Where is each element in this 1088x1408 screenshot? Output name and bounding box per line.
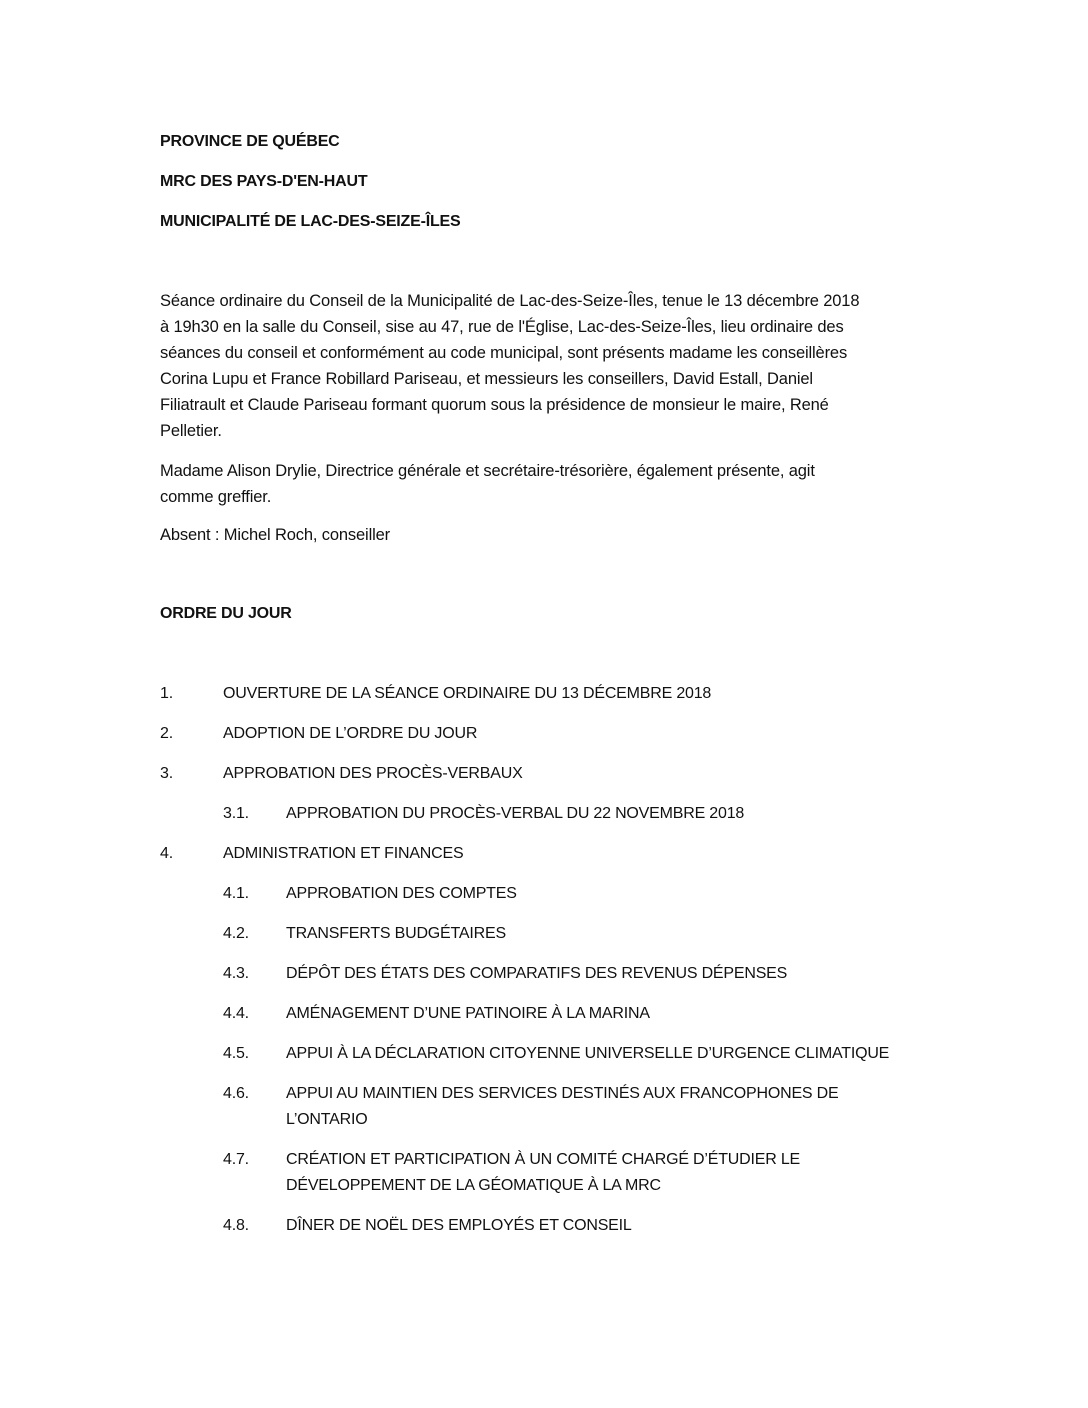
agenda-item-text	[286, 801, 744, 827]
agenda-item-line: APPUI AU MAINTIEN DES SERVICES DESTINÉS AUX FRANCOPHONES DE	[286, 1085, 839, 1102]
agenda-item-line: DÉVELOPPEMENT DE LA GÉOMATIQUE À LA MRC	[286, 1177, 661, 1194]
intro-line: Filiatrault et Claude Pariseau formant quorum sous la présidence de monsieur le maire, René	[160, 396, 829, 414]
agenda-item-number: 2.	[160, 725, 173, 742]
agenda-item-text	[286, 1213, 632, 1239]
agenda-item-line: APPUI À LA DÉCLARATION CITOYENNE UNIVERSELLE D’URGENCE CLIMATIQUE	[286, 1045, 890, 1062]
agenda-item-text	[286, 1081, 838, 1133]
agenda-item-text	[223, 761, 523, 787]
agenda-item-text	[286, 921, 506, 947]
agenda-item-line: APPROBATION DES COMPTES	[286, 885, 517, 902]
intro-line: Pelletier.	[160, 422, 222, 440]
agenda-item-text	[286, 961, 787, 987]
agenda-item-number: 3.1.	[223, 805, 249, 822]
intro-line: séances du conseil et conformément au code municipal, sont présents madame les conseillères	[160, 344, 848, 362]
agenda-item-line: DÉPÔT DES ÉTATS DES COMPARATIFS DES REVENUS DÉPENSES	[286, 965, 788, 982]
agenda-item-text	[286, 881, 517, 907]
agenda-item-line: CRÉATION ET PARTICIPATION À UN COMITÉ CHARGÉ D’ÉTUDIER LE	[286, 1151, 800, 1168]
agenda-item-line: TRANSFERTS BUDGÉTAIRES	[286, 925, 506, 942]
agenda-item-number: 4.	[160, 845, 173, 862]
intro-line: Séance ordinaire du Conseil de la Municipalité de Lac-des-Seize-Îles, tenue le 13 décembre 2018	[160, 292, 860, 310]
header-province: PROVINCE DE QUÉBEC	[160, 133, 340, 150]
absent-line: Absent : Michel Roch, conseiller	[160, 526, 390, 544]
agenda-item-text	[286, 1041, 889, 1067]
agenda-item-text	[223, 721, 477, 747]
agenda-item-text	[223, 681, 711, 707]
intro-line: à 19h30 en la salle du Conseil, sise au 47, rue de l'Église, Lac-des-Seize-Îles, lieu ordinaire des	[160, 318, 844, 336]
agenda-item-line: DÎNER DE NOËL DES EMPLOYÉS ET CONSEIL	[286, 1217, 632, 1234]
agenda-item-number: 4.5.	[223, 1045, 249, 1062]
agenda-item-line: OUVERTURE DE LA SÉANCE ORDINAIRE DU 13 DÉCEMBRE 2018	[223, 685, 712, 702]
header-mrc: MRC DES PAYS-D'EN-HAUT	[160, 173, 368, 190]
agenda-item-number: 1.	[160, 685, 173, 702]
agenda-item-number: 4.8.	[223, 1217, 249, 1234]
header-municipality: MUNICIPALITÉ DE LAC-DES-SEIZE-ÎLES	[160, 213, 461, 230]
agenda-item-number: 4.3.	[223, 965, 249, 982]
clerk-line: comme greffier.	[160, 488, 272, 506]
agenda-item-number: 4.6.	[223, 1085, 249, 1102]
agenda-item-number: 4.1.	[223, 885, 249, 902]
clerk-line: Madame Alison Drylie, Directrice générale et secrétaire-trésorière, également présente, agit	[160, 462, 815, 480]
agenda-item-line: APPROBATION DES PROCÈS-VERBAUX	[223, 765, 523, 782]
agenda-item-line: APPROBATION DU PROCÈS-VERBAL DU 22 NOVEMBRE 2018	[286, 805, 745, 822]
agenda-item-text	[223, 841, 463, 867]
clerk-paragraph	[160, 458, 940, 510]
agenda-title: ORDRE DU JOUR	[160, 605, 292, 622]
agenda-item-line: L’ONTARIO	[286, 1111, 368, 1128]
agenda-item-number: 4.7.	[223, 1151, 249, 1168]
agenda-item-number: 4.2.	[223, 925, 249, 942]
agenda-item-line: ADOPTION DE L’ORDRE DU JOUR	[223, 725, 478, 742]
absent-paragraph	[160, 522, 940, 548]
agenda-item-number: 4.4.	[223, 1005, 249, 1022]
intro-paragraph	[160, 288, 940, 444]
agenda-item-line: ADMINISTRATION ET FINANCES	[223, 845, 464, 862]
agenda-item-text	[286, 1147, 800, 1199]
agenda-item-number: 3.	[160, 765, 173, 782]
agenda-item-line: AMÉNAGEMENT D’UNE PATINOIRE À LA MARINA	[286, 1005, 650, 1022]
intro-line: Corina Lupu et France Robillard Pariseau, et messieurs les conseillers, David Estall, Daniel	[160, 370, 813, 388]
agenda-item-text	[286, 1001, 650, 1027]
